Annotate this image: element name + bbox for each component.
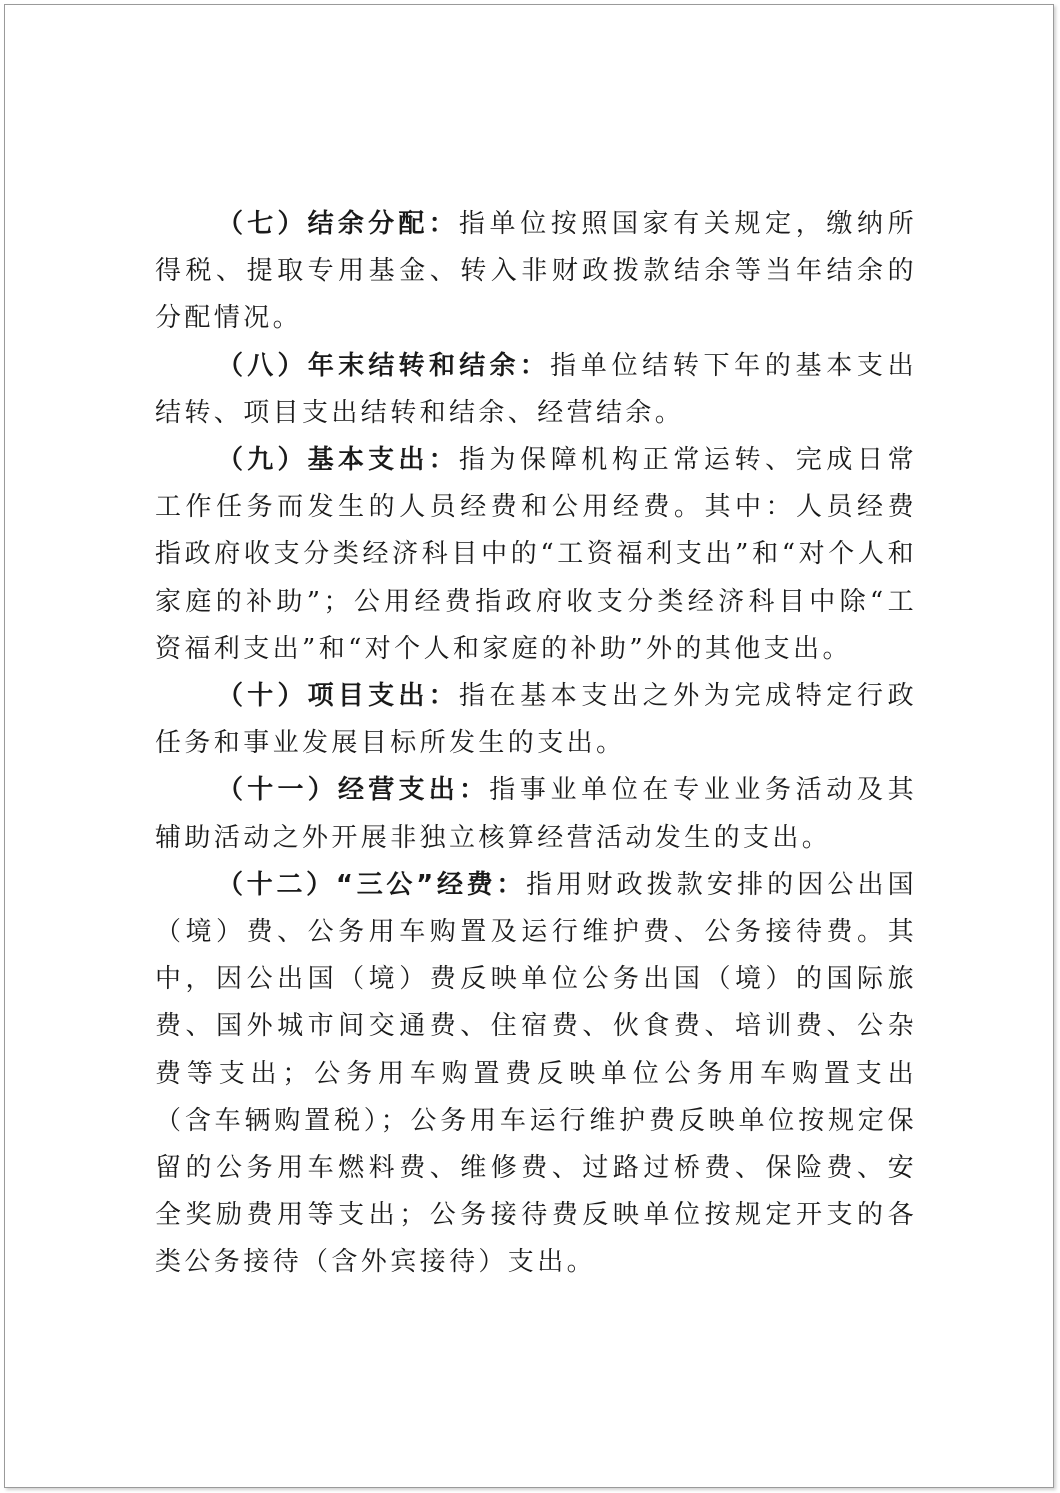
paragraph-three-public-expenses	[155, 862, 917, 1287]
paragraph-text: 指为保障机构正常运转、完成日常工作任务而发生的人员经费和公用经费。其中：人员经费指政府收支分类经济科目中的“工资福利支出”和“对个人和家庭的补助”；公用经费指政府收支分类经济科目中除“工资福利支出”和“对个人和家庭的补助”外的其他支出。	[155, 445, 917, 664]
paragraph-project-expenditure	[155, 673, 917, 767]
paragraph-year-end-carryover	[155, 343, 917, 437]
document-page	[4, 4, 1054, 1488]
paragraph-text: 指用财政拨款安排的因公出国（境）费、公务用车购置及运行维护费、公务接待费。其中，因公出国（境）费反映单位公务出国（境）的国际旅费、国外城市间交通费、住宿费、伙食费、培训费、公杂费等支出；公务用车购置费反映单位公务用车购置支出（含车辆购置税）；公务用车运行维护费反映单位按规定保留的公务用车燃料费、维修费、过路过桥费、保险费、安全奖励费用等支出；公务接待费反映单位按规定开支的各类公务接待（含外宾接待）支出。	[155, 869, 917, 1278]
paragraph-operating-expenditure	[155, 767, 917, 861]
paragraph-heading: （七）结余分配：	[217, 209, 459, 239]
document-body	[155, 201, 917, 1287]
paragraph-text: 指事业单位在专业业务活动及其辅助活动之外开展非独立核算经营活动发生的支出。	[155, 775, 917, 853]
paragraph-text: 指在基本支出之外为完成特定行政任务和事业发展目标所发生的支出。	[155, 681, 917, 759]
paragraph-surplus-distribution	[155, 201, 917, 343]
paragraph-text: 指单位结转下年的基本支出结转、项目支出结转和结余、经营结余。	[155, 350, 917, 428]
paragraph-heading: （十一）经营支出：	[217, 775, 490, 806]
paragraph-heading: （十二）“三公”经费：	[217, 869, 527, 900]
paragraph-basic-expenditure	[155, 437, 917, 673]
paragraph-text: 指单位按照国家有关规定，缴纳所得税、提取专用基金、转入非财政拨款结余等当年结余的分配情况。	[155, 209, 917, 334]
paragraph-heading: （十）项目支出：	[217, 681, 459, 712]
paragraph-heading: （九）基本支出：	[217, 445, 459, 476]
paragraph-heading: （八）年末结转和结余：	[217, 350, 551, 381]
